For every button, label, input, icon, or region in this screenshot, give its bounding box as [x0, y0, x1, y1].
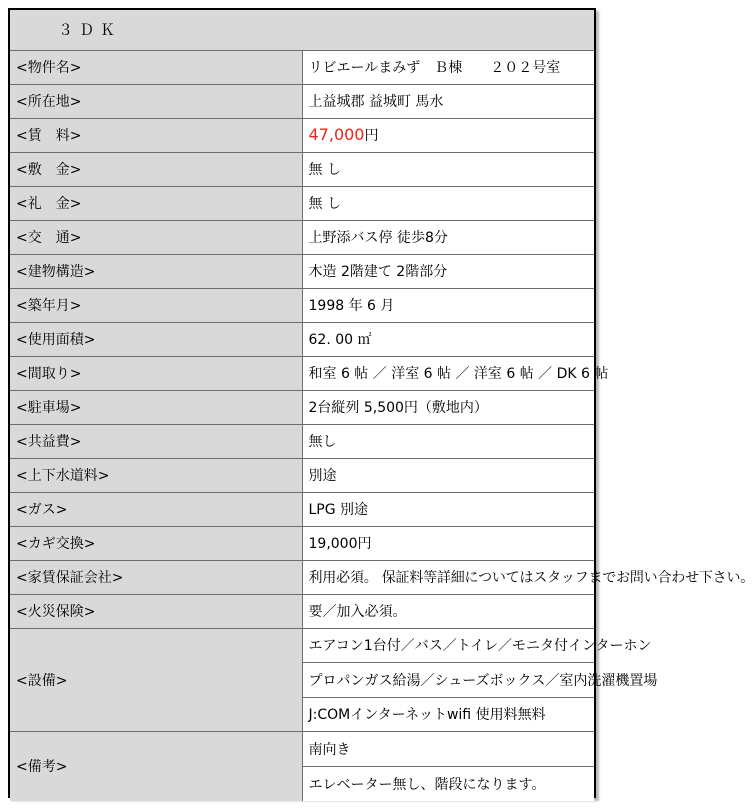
- label-built: <築年月>: [10, 288, 302, 322]
- value-fire-insurance: 要／加入必須。: [302, 594, 594, 628]
- property-table: [10, 10, 754, 801]
- row-name: [10, 50, 594, 84]
- row-guarantee: [10, 560, 594, 594]
- row-structure: [10, 254, 594, 288]
- row-equipment-1: [10, 628, 594, 663]
- row-access: [10, 220, 594, 254]
- label-rent: <賃 料>: [10, 118, 302, 152]
- label-layout: <間取り>: [10, 356, 302, 390]
- row-address: [10, 84, 594, 118]
- value-deposit: 無 し: [302, 152, 594, 186]
- value-water: 別途: [302, 458, 594, 492]
- value-name: リビエールまみず Ｂ棟 ２０２号室: [302, 50, 594, 84]
- label-gas: <ガス>: [10, 492, 302, 526]
- row-layout: [10, 356, 594, 390]
- row-fire-insurance: [10, 594, 594, 628]
- value-parking: 2台縦列 5,500円（敷地内）: [302, 390, 594, 424]
- value-equipment-2: プロパンガス給湯／シューズボックス／室内洗濯機置場: [302, 663, 594, 698]
- row-water: [10, 458, 594, 492]
- row-parking: [10, 390, 594, 424]
- row-common-fee: [10, 424, 594, 458]
- row-key-exchange: [10, 526, 594, 560]
- row-key-money: [10, 186, 594, 220]
- label-notes: <備考>: [10, 732, 302, 801]
- value-built: 1998 年 6 月: [302, 288, 594, 322]
- label-address: <所在地>: [10, 84, 302, 118]
- label-parking: <駐車場>: [10, 390, 302, 424]
- label-water: <上下水道料>: [10, 458, 302, 492]
- value-key-exchange: 19,000円: [302, 526, 594, 560]
- label-area: <使用面積>: [10, 322, 302, 356]
- value-equipment-1: エアコン1台付／バス／トイレ／モニタ付インターホン: [302, 628, 594, 663]
- label-guarantee: <家賃保証会社>: [10, 560, 302, 594]
- label-common-fee: <共益費>: [10, 424, 302, 458]
- label-equipment: <設備>: [10, 628, 302, 732]
- value-notes-2: エレベーター無し、階段になります。: [302, 766, 594, 801]
- value-gas: LPG 別途: [302, 492, 594, 526]
- row-gas: [10, 492, 594, 526]
- rent-unit: 円: [364, 128, 379, 144]
- value-guarantee: 利用必須。 保証料等詳細についてはスタッフまでお問い合わせ下さい。: [302, 560, 594, 594]
- rent-amount: 47,000: [308, 125, 365, 144]
- label-structure: <建物構造>: [10, 254, 302, 288]
- value-address: 上益城郡 益城町 馬水: [302, 84, 594, 118]
- value-area: 62. 00 ㎡: [302, 322, 594, 356]
- label-deposit: <敷 金>: [10, 152, 302, 186]
- value-notes-1: 南向き: [302, 732, 594, 767]
- row-area: [10, 322, 594, 356]
- value-key-money: 無 し: [302, 186, 594, 220]
- value-common-fee: 無し: [302, 424, 594, 458]
- value-access: 上野添バス停 徒歩8分: [302, 220, 594, 254]
- label-key-exchange: <カギ交換>: [10, 526, 302, 560]
- header-row: [10, 10, 594, 50]
- row-rent: [10, 118, 594, 152]
- label-fire-insurance: <火災保険>: [10, 594, 302, 628]
- value-layout: 和室 6 帖 ／ 洋室 6 帖 ／ 洋室 6 帖 ／ DK 6 帖: [302, 356, 594, 390]
- row-notes-1: [10, 732, 594, 767]
- row-deposit: [10, 152, 594, 186]
- value-rent: [302, 118, 594, 152]
- value-equipment-3: J:COMインターネットwifi 使用料無料: [302, 697, 594, 732]
- value-structure: 木造 2階建て 2階部分: [302, 254, 594, 288]
- layout-type-title: ３ＤＫ: [10, 10, 594, 50]
- label-key-money: <礼 金>: [10, 186, 302, 220]
- label-access: <交 通>: [10, 220, 302, 254]
- property-sheet: [8, 8, 754, 798]
- label-name: <物件名>: [10, 50, 302, 84]
- row-built: [10, 288, 594, 322]
